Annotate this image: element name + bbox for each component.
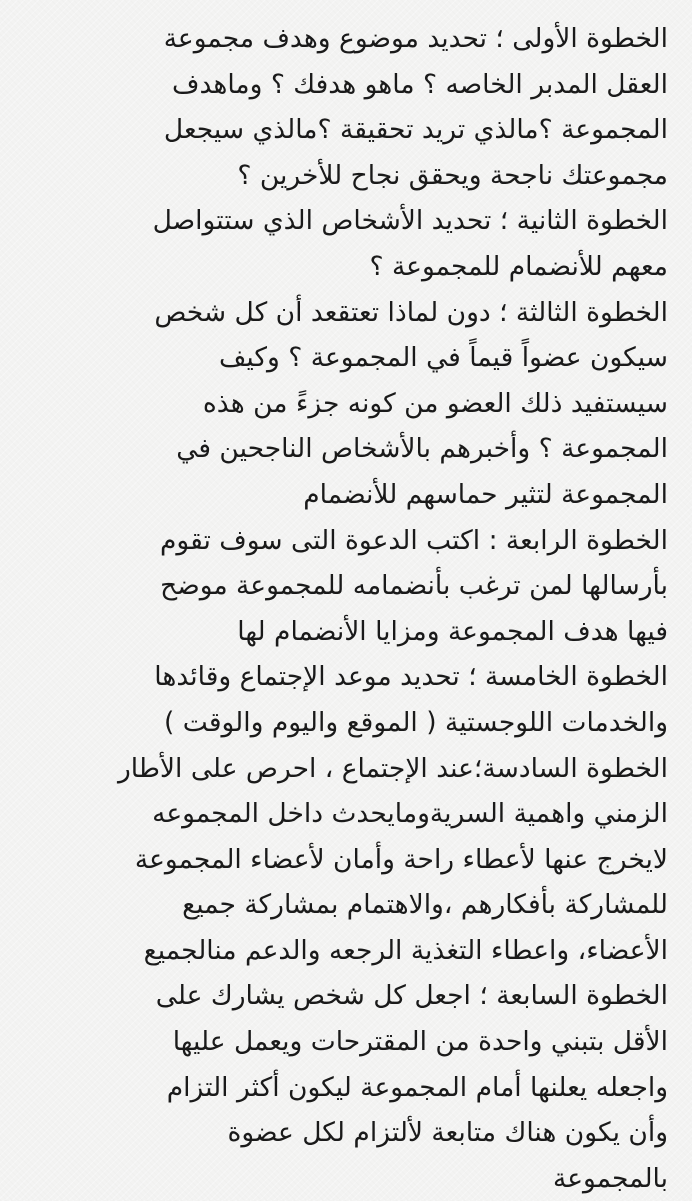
- note-line: بأرسالها لمن ترغب بأنضمامه للمجموعة موضح: [160, 570, 668, 602]
- note-line: الخطوة الخامسة ؛ تحديد موعد الإجتماع وقائدها: [154, 661, 668, 693]
- note-line: العقل المدبر الخاصه ؟ ماهو هدفك ؟ وماهدف: [171, 68, 668, 100]
- note-line: الزمني واهمية السريةومايحدث داخل المجموعه: [152, 798, 668, 830]
- note-line: المجموعة لتثير حماسهم للأنضمام: [303, 478, 668, 510]
- note-line: سيستفيد ذلك العضو من كونه جزءً من هذه: [202, 387, 668, 419]
- note-line: للمشاركة بأفكارهم ،والاهتمام بمشاركة جميع: [182, 889, 668, 921]
- note-line: الخطوة الثالثة ؛ دون لماذا تعتقعد أن كل شخص: [154, 296, 668, 328]
- note-line: والخدمات اللوجستية ( الموقع واليوم والوقت ): [164, 706, 668, 738]
- note-line: المجموعة ؟مالذي تريد تحقيقة ؟مالذي سيجعل: [163, 114, 668, 146]
- note-line: الخطوة الرابعة : اكتب الدعوة التى سوف تقوم: [159, 524, 668, 556]
- note-line: واجعله يعلنها أمام المجموعة ليكون أكثر التزام: [166, 1071, 668, 1103]
- note-line: وأن يكون هناك متابعة لألتزام لكل عضوة: [227, 1117, 668, 1149]
- note-line: لايخرج عنها لأعطاء راحة وأمان لأعضاء المجموعة: [134, 843, 668, 875]
- note-line: مجموعتك ناجحة ويحقق نجاح للأخرين ؟: [237, 159, 668, 191]
- note-line: الأعضاء، واعطاء التغذية الرجعه والدعم منالجميع: [143, 934, 668, 966]
- note-line: بالمجموعة: [553, 1162, 668, 1194]
- note-line: الخطوة الأولى ؛ تحديد موضوع وهدف مجموعة: [163, 23, 668, 54]
- note-line: الخطوة السادسة؛عند الإجتماع ، احرص على الأطار: [117, 752, 668, 784]
- note-line: الأقل بتبني واحدة من المقترحات ويعمل عليها: [172, 1026, 668, 1058]
- note-line: فيها هدف المجموعة ومزايا الأنضمام لها: [237, 615, 668, 647]
- note-line: الخطوة السابعة ؛ اجعل كل شخص يشارك على: [155, 980, 668, 1012]
- note-body: [24, 16, 668, 1201]
- note-line: سيكون عضواً قيماً في المجموعة ؟ وكيف: [219, 342, 668, 374]
- note-line: الخطوة الثانية ؛ تحديد الأشخاص الذي ستتواصل: [152, 205, 668, 237]
- note-line: المجموعة ؟ وأخبرهم بالأشخاص الناجحين في: [176, 433, 668, 465]
- note-line: معهم للأنضمام للمجموعة ؟: [369, 250, 668, 282]
